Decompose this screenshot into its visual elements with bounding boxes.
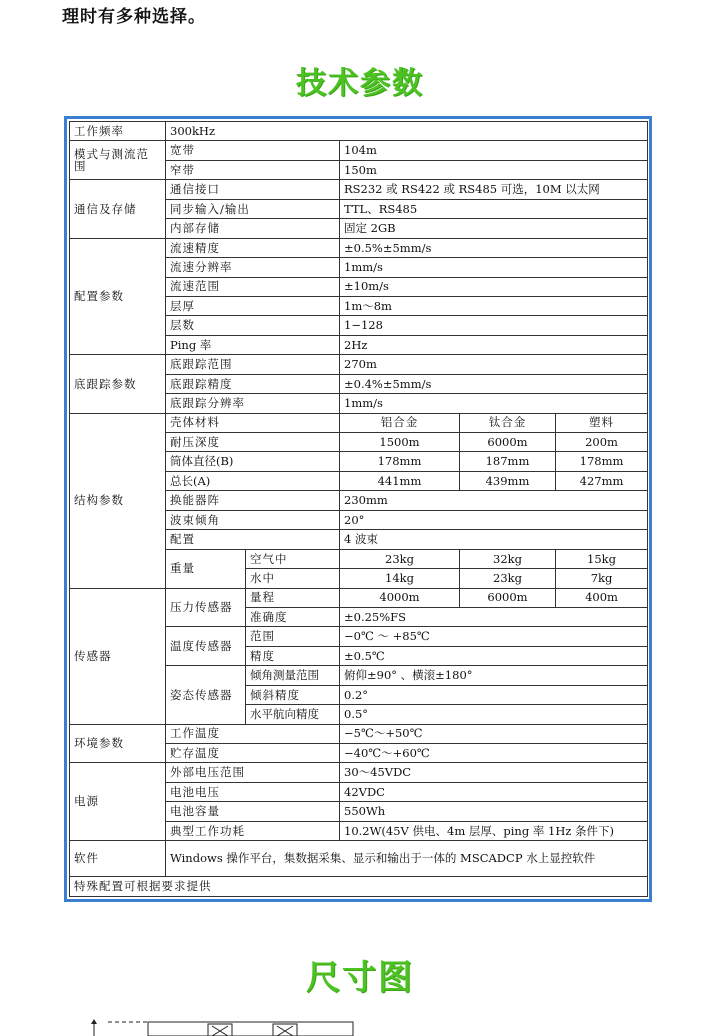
software-label: 软件	[70, 841, 166, 877]
vel-res-label: 流速分辨率	[166, 258, 340, 277]
power-label: 电源	[70, 763, 166, 841]
mat-al: 铝合金	[340, 413, 460, 432]
vel-range-label: 流速范围	[166, 277, 340, 296]
depth-al: 1500m	[340, 433, 460, 452]
table-row	[70, 763, 648, 782]
bt-res-label: 底跟踪分辨率	[166, 394, 340, 413]
op-temp-value: −5℃～+50℃	[340, 724, 648, 743]
vel-acc-value: ±0.5%±5mm/s	[340, 238, 648, 257]
press-acc-label: 准确度	[246, 607, 340, 626]
air-ti: 32kg	[460, 549, 556, 568]
dimension-drawing	[88, 1012, 368, 1036]
table-row	[70, 238, 648, 257]
transducer-outline	[208, 1024, 232, 1036]
att-label: 姿态传感器	[166, 666, 246, 724]
mode-label: 模式与测流范围	[70, 141, 166, 180]
env-label: 环境参数	[70, 724, 166, 763]
storage-value: 固定 2GB	[340, 219, 648, 238]
mat-plastic: 塑料	[556, 413, 648, 432]
table-row	[70, 180, 648, 199]
bt-label: 底跟踪参数	[70, 355, 166, 413]
cfg-value: 4 波束	[340, 530, 648, 549]
narrow-label: 窄带	[166, 160, 340, 179]
bat-v-label: 电池电压	[166, 782, 340, 801]
vel-range-value: ±10m/s	[340, 277, 648, 296]
diam-plastic: 178mm	[556, 452, 648, 471]
freq-label: 工作频率	[70, 122, 166, 141]
comm-if-value: RS232 或 RS422 或 RS485 可选，10M 以太网	[340, 180, 648, 199]
beam-value: 20°	[340, 510, 648, 529]
table-row	[70, 588, 648, 607]
comm-if-label: 通信接口	[166, 180, 340, 199]
heading-acc-value: 0.5°	[340, 705, 648, 724]
table-row	[70, 724, 648, 743]
table-row	[70, 141, 648, 160]
layer-count-label: 层数	[166, 316, 340, 335]
temp-range-label: 范围	[246, 627, 340, 646]
intro-text: 理时有多种选择。	[62, 7, 206, 27]
att-range-label: 倾角测量范围	[246, 666, 340, 685]
ping-value: 2Hz	[340, 335, 648, 354]
depth-plastic: 200m	[556, 433, 648, 452]
att-range-value: 俯仰±90° 、横滚±180°	[340, 666, 648, 685]
press-range-label: 量程	[246, 588, 340, 607]
diam-ti: 187mm	[460, 452, 556, 471]
mat-ti: 钛合金	[460, 413, 556, 432]
temp-range-value: −0℃ ～ +85℃	[340, 627, 648, 646]
transducer-outline	[273, 1024, 297, 1036]
array-label: 换能器阵	[166, 491, 340, 510]
wide-value: 104m	[340, 141, 648, 160]
ext-v-label: 外部电压范围	[166, 763, 340, 782]
temp-acc-value: ±0.5℃	[340, 646, 648, 665]
heading-specs: 技术参数	[296, 66, 424, 101]
bt-range-value: 270m	[340, 355, 648, 374]
sync-value: TTL、RS485	[340, 199, 648, 218]
press-acc-value: ±0.25%FS	[340, 607, 648, 626]
storage-label: 内部存储	[166, 219, 340, 238]
press-plastic: 400m	[556, 588, 648, 607]
spec-table	[69, 121, 648, 897]
air-plastic: 15kg	[556, 549, 648, 568]
array-value: 230mm	[340, 491, 648, 510]
st-temp-label: 贮存温度	[166, 744, 340, 763]
temp-acc-label: 精度	[246, 646, 340, 665]
diam-al: 178mm	[340, 452, 460, 471]
heading-dimensions: 尺寸图	[306, 958, 414, 998]
bt-res-value: 1mm/s	[340, 394, 648, 413]
len-ti: 439mm	[460, 471, 556, 490]
bt-acc-label: 底跟踪精度	[166, 374, 340, 393]
narrow-value: 150m	[340, 160, 648, 179]
config-label: 配置参数	[70, 238, 166, 355]
cfg-label: 配置	[166, 530, 340, 549]
table-row	[70, 841, 648, 877]
table-row	[70, 122, 648, 141]
bat-cap-value: 550Wh	[340, 802, 648, 821]
water-label: 水中	[246, 569, 340, 588]
spec-table-frame	[64, 116, 652, 902]
layer-count-value: 1−128	[340, 316, 648, 335]
housing-outline	[148, 1022, 353, 1036]
air-al: 23kg	[340, 549, 460, 568]
att-acc-value: 0.2°	[340, 685, 648, 704]
depth-ti: 6000m	[460, 433, 556, 452]
footer-note: 特殊配置可根据要求提供	[70, 877, 648, 897]
op-temp-label: 工作温度	[166, 724, 340, 743]
wide-label: 宽带	[166, 141, 340, 160]
bat-v-value: 42VDC	[340, 782, 648, 801]
typ-power-label: 典型工作功耗	[166, 821, 340, 840]
typ-power-value: 10.2W(45V 供电、4m 层厚、ping 率 1Hz 条件下)	[340, 821, 648, 840]
press-ti: 6000m	[460, 588, 556, 607]
bt-acc-value: ±0.4%±5mm/s	[340, 374, 648, 393]
st-temp-value: −40℃～+60℃	[340, 744, 648, 763]
diam-label: 筒体直径(B)	[166, 452, 340, 471]
water-al: 14kg	[340, 569, 460, 588]
press-label: 压力传感器	[166, 588, 246, 627]
att-acc-label: 倾斜精度	[246, 685, 340, 704]
layer-thick-label: 层厚	[166, 296, 340, 315]
temp-label: 温度传感器	[166, 627, 246, 666]
layer-thick-value: 1m～8m	[340, 296, 648, 315]
water-ti: 23kg	[460, 569, 556, 588]
heading-acc-label: 水平航向精度	[246, 705, 340, 724]
struct-label: 结构参数	[70, 413, 166, 588]
len-al: 441mm	[340, 471, 460, 490]
table-row	[70, 355, 648, 374]
table-row	[70, 413, 648, 432]
vel-acc-label: 流速精度	[166, 238, 340, 257]
sync-label: 同步输入/输出	[166, 199, 340, 218]
ext-v-value: 30～45VDC	[340, 763, 648, 782]
comm-label: 通信及存储	[70, 180, 166, 238]
ping-label: Ping 率	[166, 335, 340, 354]
bt-range-label: 底跟踪范围	[166, 355, 340, 374]
table-row	[70, 877, 648, 897]
len-label: 总长(A)	[166, 471, 340, 490]
beam-label: 波束倾角	[166, 510, 340, 529]
freq-value: 300kHz	[166, 122, 648, 141]
water-plastic: 7kg	[556, 569, 648, 588]
air-label: 空气中	[246, 549, 340, 568]
bat-cap-label: 电池容量	[166, 802, 340, 821]
len-plastic: 427mm	[556, 471, 648, 490]
weight-label: 重量	[166, 549, 246, 588]
arrow-head	[91, 1019, 97, 1024]
shell-label: 壳体材料	[166, 413, 340, 432]
press-al: 4000m	[340, 588, 460, 607]
software-value: Windows 操作平台，集数据采集、显示和输出于一体的 MSCADCP 水上显控软件	[166, 841, 648, 877]
depth-label: 耐压深度	[166, 433, 340, 452]
vel-res-value: 1mm/s	[340, 258, 648, 277]
sensor-label: 传感器	[70, 588, 166, 724]
